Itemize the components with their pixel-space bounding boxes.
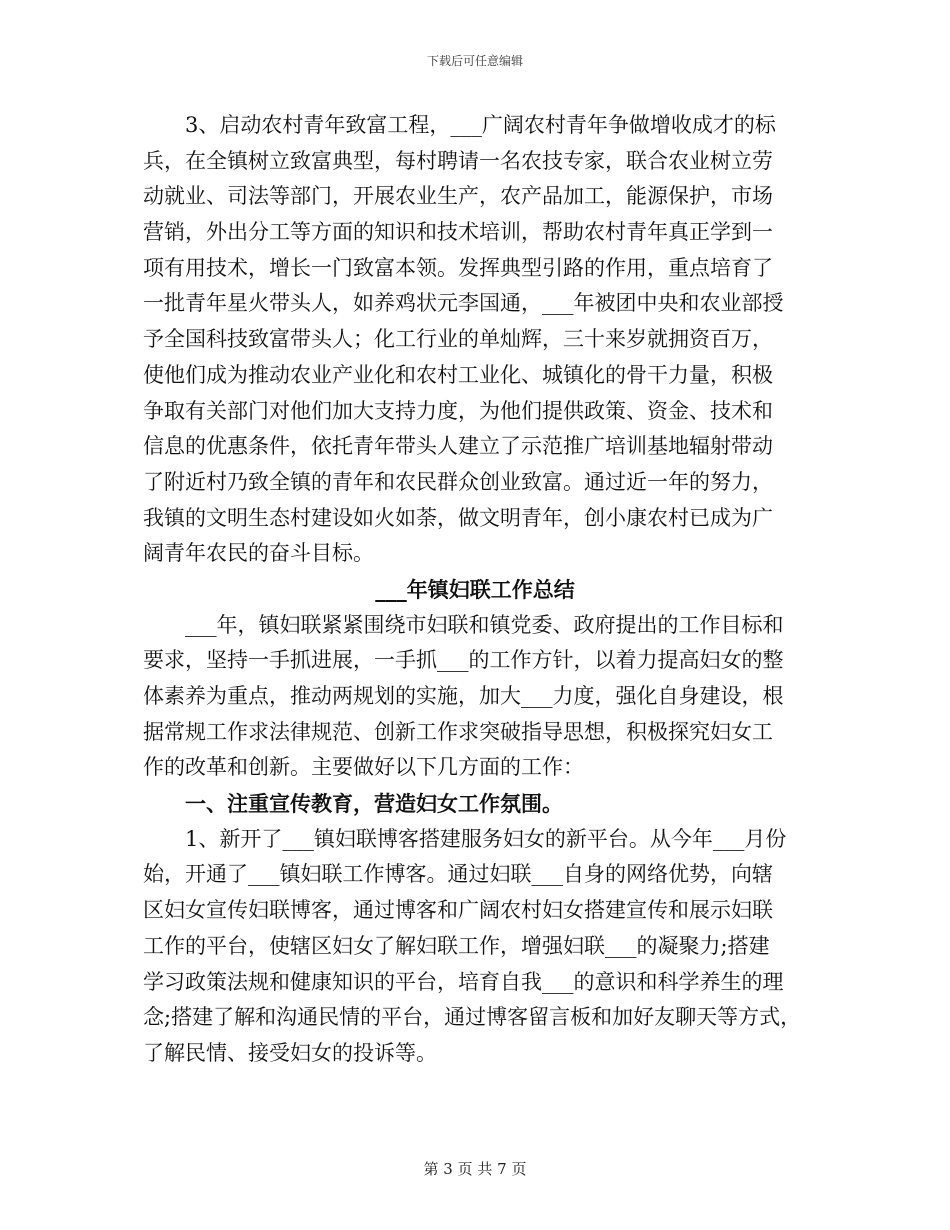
- paragraph-line: 信息的优惠条件，依托青年带头人建立了示范推广培训基地辐射带动: [143, 434, 773, 459]
- document-body: [143, 108, 807, 1072]
- header-note: 下载后可任意编辑: [426, 54, 523, 68]
- paragraph-line: 工作的平台，使辖区妇女了解妇联工作，增强妇联___的凝聚力;搭建: [143, 933, 770, 958]
- paragraph-line: 作的改革和创新。主要做好以下几方面的工作：: [143, 755, 584, 780]
- paragraph-line: 据常规工作求法律规范、创新工作求突破指导思想，积极探究妇女工: [143, 719, 773, 744]
- paragraph-line: ___年，镇妇联紧紧围绕市妇联和镇党委、政府提出的工作目标和: [185, 612, 784, 637]
- paragraph-line: 了解民情、接受妇女的投诉等。: [143, 1040, 437, 1065]
- paragraph-line: 动就业、司法等部门，开展农业生产，农产品加工，能源保护，市场: [143, 184, 773, 209]
- paragraph-line: 项有用技术，增长一门致富本领。发挥典型引路的作用，重点培育了: [143, 255, 773, 280]
- paragraph-line: 要求，坚持一手抓进展，一手抓___的工作方针，以着力提高妇女的整: [143, 648, 784, 673]
- paragraph-line: 念;搭建了解和沟通民情的平台，通过博客留言板和加好友聊天等方式，: [143, 1005, 802, 1030]
- paragraph-line: 兵，在全镇树立致富典型，每村聘请一名农技专家，联合农业树立劳: [143, 148, 773, 173]
- paragraph-line: 1、新开了___镇妇联博客搭建服务妇女的新平台。从今年___月份: [185, 826, 787, 851]
- paragraph-line: 一批青年星火带头人，如养鸡状元李国通，___年被团中央和农业部授: [143, 291, 784, 316]
- paragraph-line: 阔青年农民的奋斗目标。: [143, 541, 374, 566]
- section-heading: 一、注重宣传教育，营造妇女工作氛围。: [185, 791, 563, 817]
- paragraph-line: 学习政策法规和健康知识的平台，培育自我___的意识和科学养生的理: [143, 969, 784, 994]
- paragraph-line: 体素养为重点，推动两规划的实施，加大___力度，强化自身建设，根: [143, 684, 784, 708]
- paragraph-line: 了附近村乃致全镇的青年和农民群众创业致富。通过近一年的努力，: [143, 469, 773, 494]
- paragraph-line: 3、启动农村青年致富工程，___广阔农村青年争做增收成才的标: [185, 113, 776, 137]
- paragraph-line: 使他们成为推动农业产业化和农村工业化、城镇化的骨干力量，积极: [143, 362, 773, 387]
- page-number: 第 3 页 共 7 页: [423, 1160, 527, 1178]
- paragraph-line: 予全国科技致富带头人；化工行业的单灿辉，三十来岁就拥资百万，: [143, 327, 773, 352]
- paragraph-line: 争取有关部门对他们加大支持力度，为他们提供政策、资金、技术和: [143, 398, 773, 423]
- paragraph-line: 始，开通了___镇妇联工作博客。通过妇联___自身的网络优势，向辖: [143, 862, 773, 887]
- paragraph-line: 区妇女宣传妇联博客，通过博客和广阔农村妇女搭建宣传和展示妇联: [143, 898, 773, 923]
- section-title: ___年镇妇联工作总结: [375, 576, 575, 602]
- paragraph-line: 我镇的文明生态村建设如火如荼，做文明青年，创小康农村已成为广: [143, 505, 773, 530]
- paragraph-line: 营销，外出分工等方面的知识和技术培训，帮助农村青年真正学到一: [143, 220, 773, 245]
